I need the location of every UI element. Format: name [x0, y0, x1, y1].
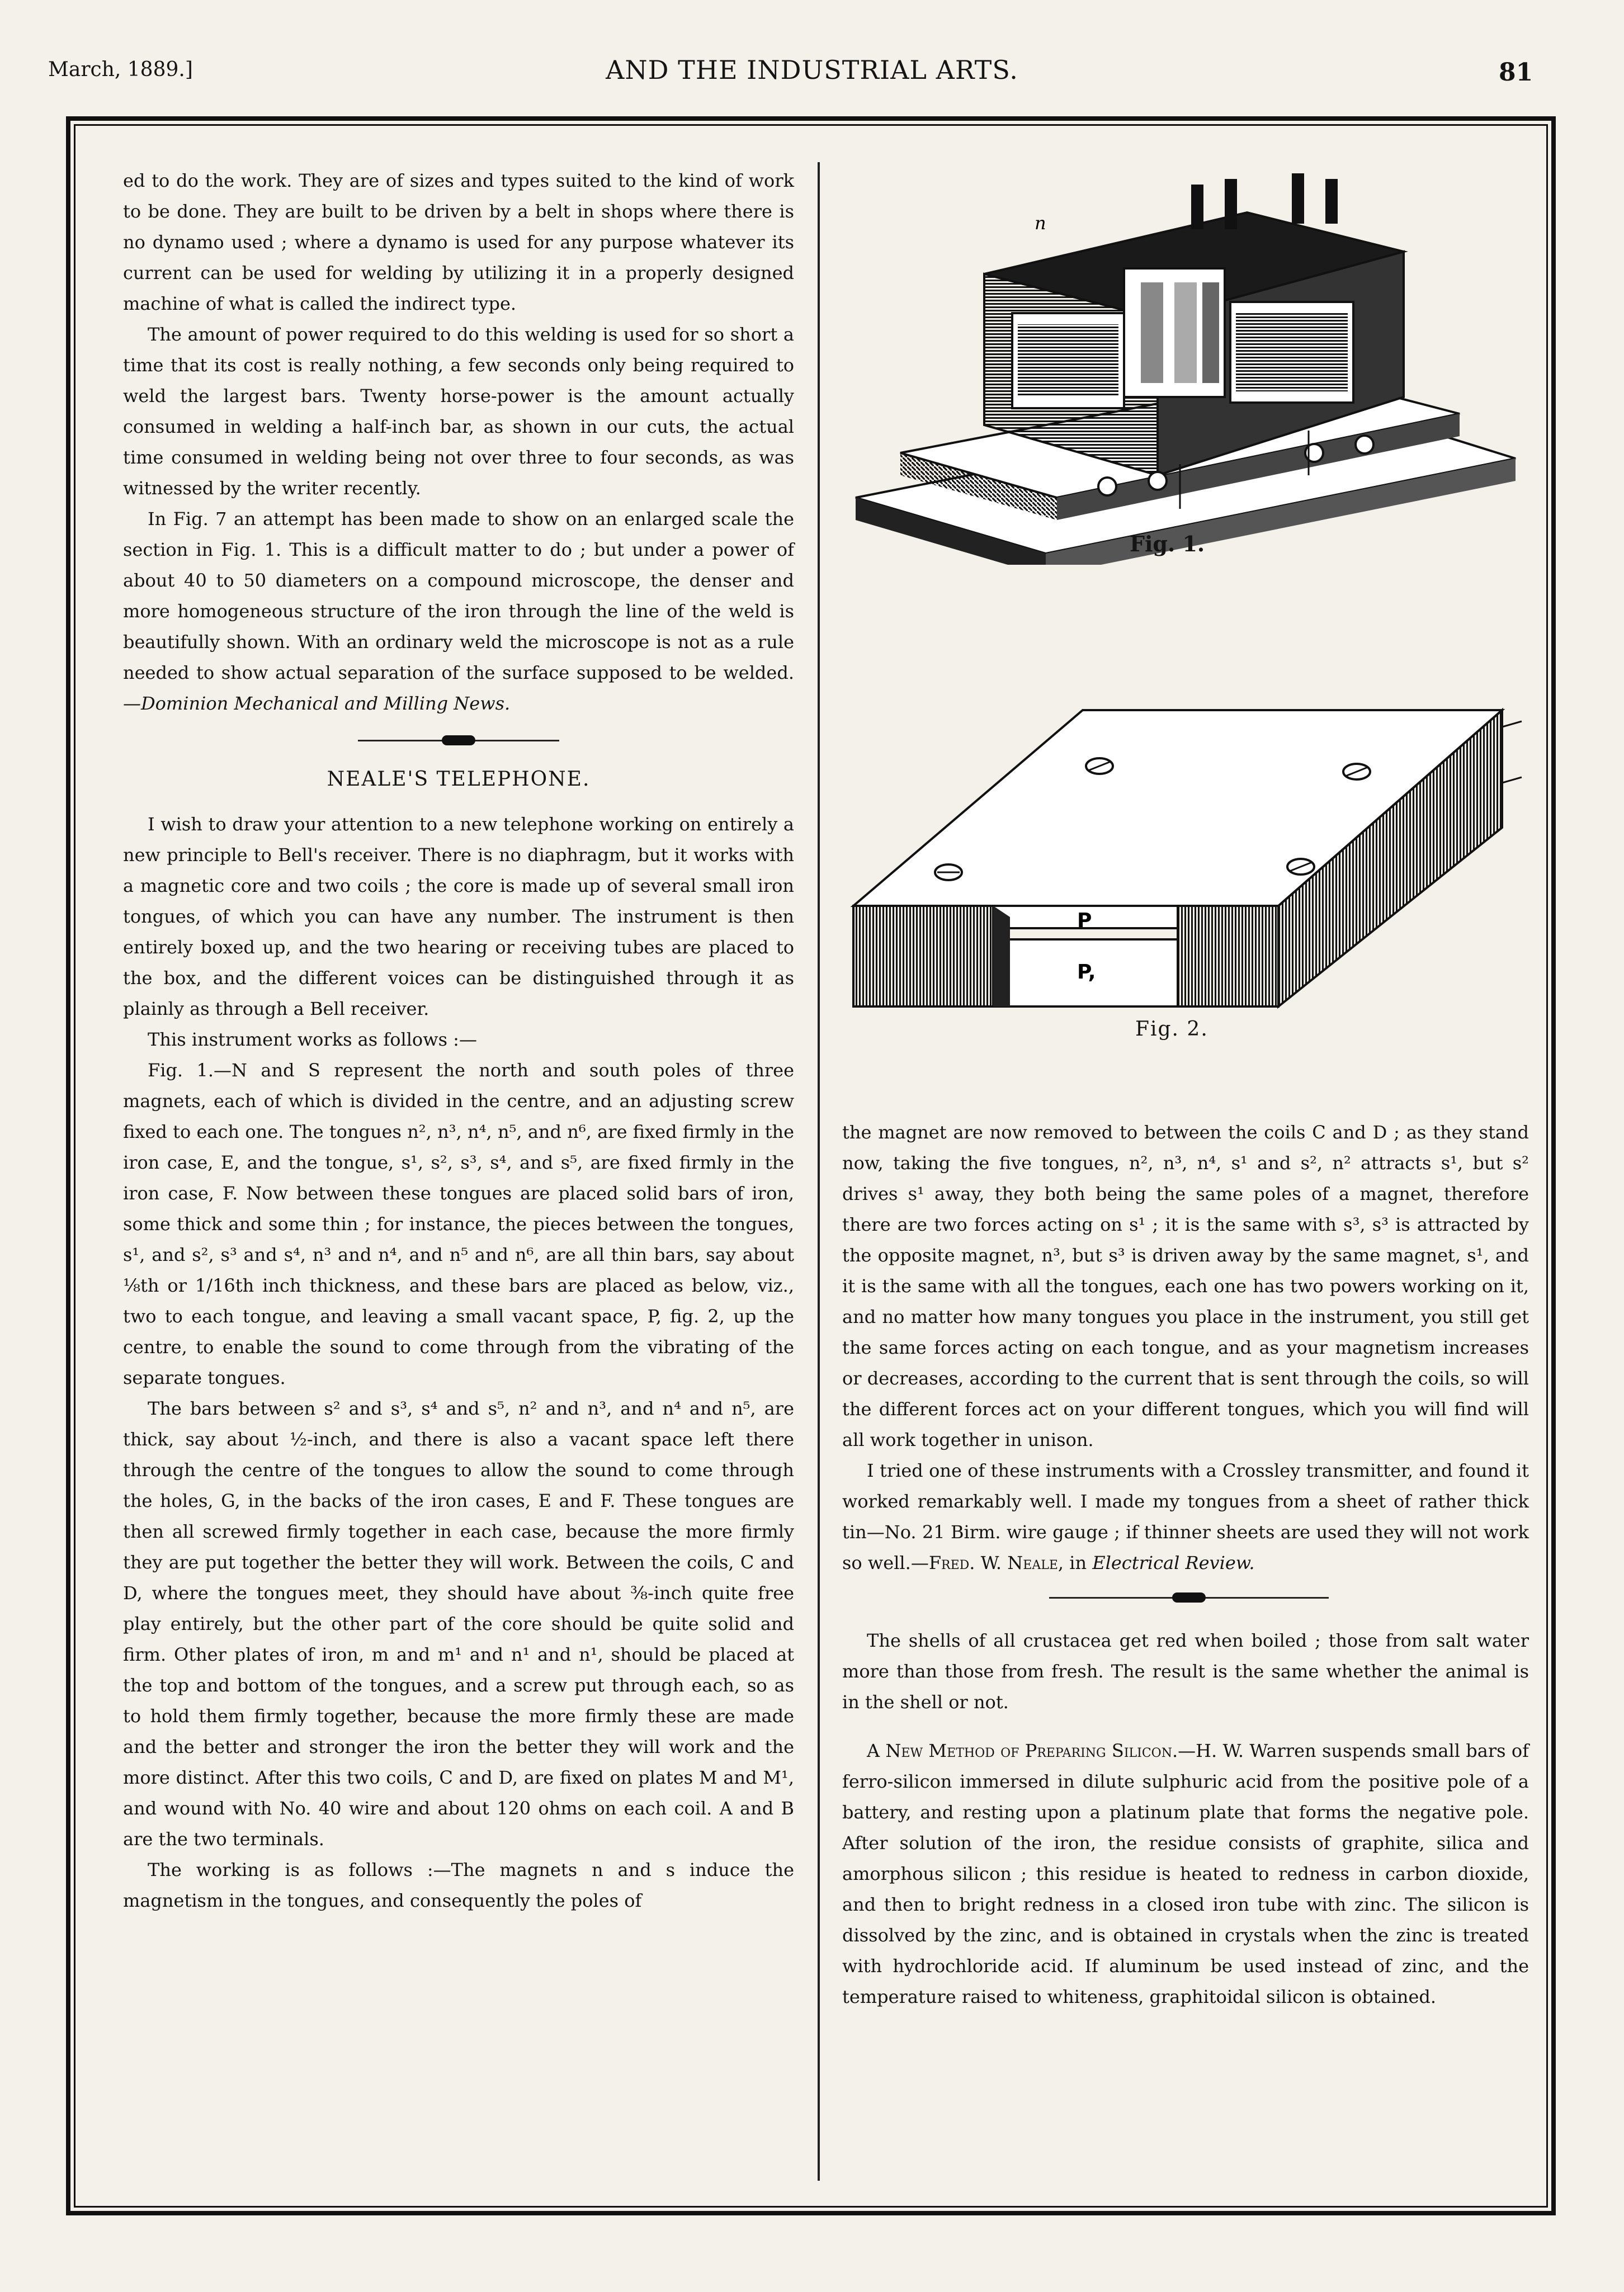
header-date: March, 1889.] — [48, 58, 193, 81]
column-rule — [818, 162, 820, 2181]
telephone-heading: NEALE'S TELEPHONE. — [327, 768, 591, 791]
left-column — [123, 166, 794, 1916]
fig7-text: In Fig. 7 an attempt has been made to show on an enlarged scale the section in Fig. 1. This is a difficult matter to do ; but under a power of about 40 to 50 diameters on a compound microscope, the denser and more homogeneous structure of the iron through the line of the weld is beautifully shown. With an ordinary weld the microscope is not as a rule needed to show actual separation of the surface supposed to be welded. — [123, 508, 794, 683]
header-title: AND THE INDUSTRIAL ARTS. — [606, 55, 1018, 85]
crustacea-paragraph: The shells of all crustacea get red when boiled ; those from salt water more than those from fresh. The result is the same whether the animal is in the shell or not. — [842, 1630, 1529, 1713]
crossley-author: —Fred. W. Neale, — [910, 1552, 1064, 1573]
section-separator — [123, 729, 794, 752]
fig7-paragraph — [123, 504, 794, 719]
page-number: 81 — [1499, 58, 1533, 87]
silicon-paragraph — [842, 1736, 1529, 2012]
crossley-source: Electrical Review. — [1092, 1552, 1255, 1573]
crossley-text: I tried one of these instruments with a Crossley transmitter, and found it worked remarkably well. I made my tongues from a sheet of rather thick tin—No. 21 Birm. wire gauge ; if thinner sheets are used they will not work so well. — [842, 1460, 1529, 1573]
section-separator-right — [842, 1586, 1529, 1609]
silicon-title: A New Method of Preparing Silicon. — [867, 1740, 1178, 1761]
figure-1-label-n: n — [1035, 212, 1046, 234]
intro-paragraph-2: The amount of power required to do this welding is used for so short a time that its cost is really nothing, a few seconds only being required to weld the largest bars. Twenty horse-power is the amount actually consumed in welding a half-inch bar, as shown in our cuts, the actual time consumed in welding being not over three to four seconds, as was witnessed by the writer recently. — [123, 324, 794, 499]
figure-1-telephone-instrument — [844, 162, 1527, 565]
telephone-paragraph-4: The bars between s² and s³, s⁴ and s⁵, n² and n³, and n⁴ and n⁵, are thick, say about ½-inch, and there is also a vacant space left there through the centre of the tongues to allow the sound to come through the holes, G, in the backs of the iron cases, E and F. These tongues are then all screwed firmly together in each case, because the more firmly they are put together the better they will work. Between the coils, C and D, where the tongues meet, they should have about ⅜-inch quite free play entirely, but the other part of the core should be quite solid and firm. Other plates of iron, m and m¹ and n¹ and n¹, should be placed at the top and bottom of the tongues, and a screw put through each, so as to hold them firmly together, because the more firmly these are made and the better and stronger the iron the better they will work and the more distinct. After this two coils, C and D, are fixed on plates M and M¹, and wound with No. 40 wire and about 120 ohms on each coil. A and B are the two terminals. — [123, 1398, 794, 1850]
continuation-paragraph: the magnet are now removed to between the coils C and D ; as they stand now, taking the five tongues, n², n³, n⁴, s¹ and s², n² attracts s¹, but s² drives s¹ away, they both being the same poles of a magnet, therefore there are two forces acting on s¹ ; it is the same with s³, s³ is attracted by the opposite magnet, n³, but s³ is driven away by the same magnet, s¹, and it is the same with all the tongues, each one has two powers working on it, and no matter how many tongues you place in the instrument, you still get the same forces acting on each tongue, and as your magnetism increases or decreases, according to the current that is sent through the coils, so will the different forces act on your different tongues, which you will find will all work together in unison. — [842, 1122, 1529, 1450]
telephone-paragraph-3: Fig. 1.—N and S represent the north and south poles of three magnets, each of which is divided in the centre, and an adjusting screw fixed to each one. The tongues n², n³, n⁴, n⁵, and n⁶, are fixed firmly in the iron case, E, and the tongue, s¹, s², s³, s⁴, and s⁵, are fixed firmly in the iron case, F. Now between these tongues are placed solid bars of iron, some thick and some thin ; for instance, the pieces between the tongues, s¹, and s², s³ and s⁴, n³ and n⁴, and n⁵ and n⁶, are all thin bars, say about ⅛th or 1/16th inch thickness, and these bars are placed as below, viz., two to each tongue, and leaving a small vacant space, P, fig. 2, up the centre, to enable the sound to come through from the vibrating of the separate tongues. — [123, 1060, 794, 1388]
figure-2-label-p1: P, — [1077, 961, 1096, 984]
right-column — [842, 1117, 1529, 2012]
figure-2-caption: Fig. 2. — [1135, 1018, 1208, 1041]
telephone-paragraph-1: I wish to draw your attention to a new telephone working on entirely a new principle to Bell's receiver. There is no diaphragm, but it works with a magnetic core and two coils ; the core is made up of several small iron tongues, of which you can have any number. The instrument is then entirely boxed up, and the two hearing or receiving tubes are placed to the box, and the different voices can be distinguished through it as plainly as through a Bell receiver. — [123, 814, 794, 1019]
figure-1-caption: Fig. 1. — [1130, 531, 1205, 556]
telephone-paragraph-2: This instrument works as follows :— — [148, 1029, 477, 1050]
intro-paragraph-1: ed to do the work. They are of sizes and types suited to the kind of work to be done. They are built to be driven by a belt in shops where there is no dynamo used ; where a dynamo is used for any purpose whatever its current can be used for welding by utilizing it in a properly designed machine of what is called the indirect type. — [123, 170, 794, 314]
figure-2-box-section — [842, 693, 1532, 1029]
telephone-paragraph-5: The working is as follows :—The magnets n and s induce the magnetism in the tongues, and consequently the poles of — [123, 1859, 794, 1911]
fig7-source: —Dominion Mechanical and Milling News. — [123, 693, 511, 714]
silicon-body: —H. W. Warren suspends small bars of ferro-silicon immersed in dilute sulphuric acid from the positive pole of a battery, and resting upon a platinum plate that forms the negative pole. After solution of the iron, the residue consists of graphite, silica and amorphous silicon ; this residue is heated to redness in carbon dioxide, and then to bright redness in a closed iron tube with zinc. The silicon is dissolved by the zinc, and is obtained in crystals when the zinc is treated with hydrochloride acid. If aluminum be used instead of zinc, and the temperature raised to whiteness, graphitoidal silicon is obtained. — [842, 1740, 1529, 2007]
figure-2-label-p: P — [1077, 909, 1092, 932]
crossley-source-prefix: in — [1064, 1552, 1093, 1573]
crossley-paragraph — [842, 1455, 1529, 1579]
